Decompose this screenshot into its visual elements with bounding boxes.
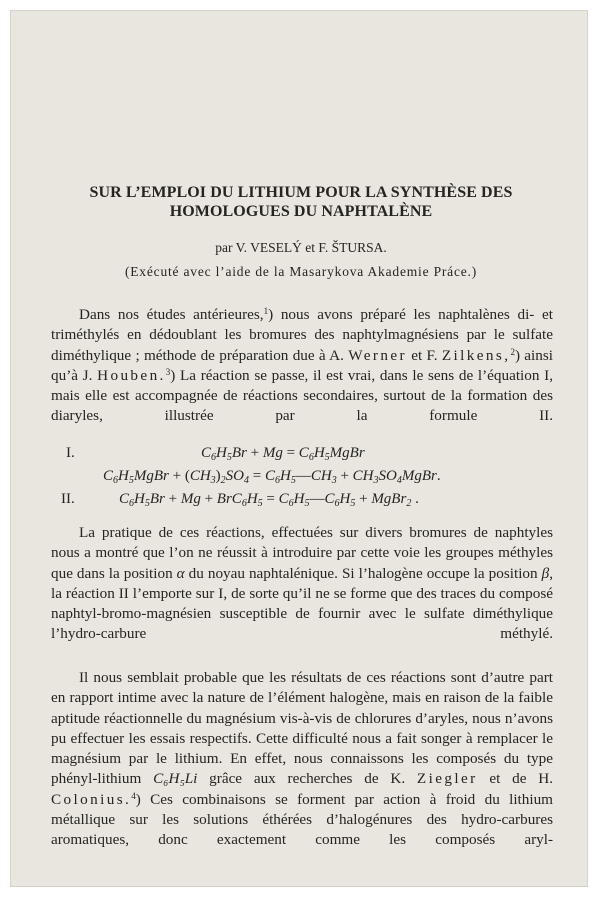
p3-text-1: Il nous semblait probable que les résultats de ces réactions sont d’autre part en rapport intime avec la nature de l’élément halogène, mais en raison de la faible aptitude réactionnelle du magnésium vis-à-vis de chlorures d’aryles, nous n’avons pu effectuer les essais respectifs. Cette difficulté nous a fait songer à remplacer le magnésium par le lithium. En effet, nous connaissons les composés du type phényl-lithium <box>51 669 553 788</box>
author-zilkens: Zilkens, <box>441 346 511 364</box>
footnote-ref-1: 1 <box>263 306 269 316</box>
p1-text-1: Dans nos études antérieures, <box>79 306 264 323</box>
p1-text-3: et F. <box>406 346 442 364</box>
author-ziegler: Ziegler <box>416 770 478 788</box>
journal-page <box>10 10 588 887</box>
equation-2: $C_6H_5Br + Mg + BrC_6H_5$ = $C_6H_5—C_6H_5$ + MgBr$_2$ . <box>119 491 419 509</box>
paragraph-2 <box>51 523 553 645</box>
title-line-1: SUR L’EMPLOI DU LITHIUM POUR LA SYNTHÈSE DES <box>89 184 513 201</box>
footnote-ref-4: 4 <box>131 790 136 801</box>
p3-text-4: ) Ces combinaisons se forment par action à froid du lithium métallique sur les solutions éthérées d’halogénures des hydro-carbures aromatiques, donc exactement comme les composés aryl- <box>51 790 553 849</box>
equation-label-2: II. <box>61 491 75 507</box>
equation-1b: $C_6H_5MgBr + (CH_3)_2SO_4$ = $C_6H_5—CH_3$ + $CH_3SO_4MgBr$. <box>103 468 441 486</box>
title-line-2: HOMOLOGUES DU NAPHTALÈNE <box>169 203 433 220</box>
p1-text-5: ) La réaction se passe, il est vrai, dans le sens de l’équation I, mais elle est accompagnée de réactions secondaires, surtout de la formation des diaryles, illustrée par la formule II. <box>51 366 553 425</box>
funding-note: (Exécuté avec l’aide de la Masarykova Akademie Práce.) <box>124 264 478 279</box>
p2-text-2: du noyau naphtalénique. Si l’halogène occupe la position <box>184 564 542 582</box>
p3-text-2: grâce aux recherches de K. <box>197 770 417 788</box>
equation-label-1: I. <box>66 445 75 461</box>
p2-text-1: La pratique de ces réactions, effectuées sur divers bromures de naphtyles nous a montré que l’on ne réussit à introduire par cette voie les groupes méthyles que dans la position <box>51 524 553 582</box>
footnote-ref-2: 2 <box>510 346 515 357</box>
author-werner: Werner <box>348 346 407 364</box>
footnote-ref-3: 3 <box>165 366 171 377</box>
paragraph-3 <box>51 668 553 851</box>
equation-1: $C_6H_5Br + Mg$ = $C_6H_5MgBr$ <box>201 445 365 463</box>
p1-text-4: ) ainsi qu’à J. <box>51 346 553 384</box>
paragraph-1 <box>51 305 553 427</box>
alpha-symbol: α <box>176 564 185 582</box>
phenyl-lithium-formula: C₆H₅Li <box>153 770 198 788</box>
authors-line: par V. VESELÝ et F. ŠTURSA. <box>215 240 387 255</box>
beta-symbol: β <box>541 564 550 582</box>
p3-text-3: et de H. <box>477 770 553 788</box>
article-title <box>51 183 551 221</box>
p2-text-3: , la réaction II l’emporte sur I, de sorte qu’il ne se forme que des traces du composé naphtyl-bromo-magnésien susceptible de fournir avec le sulfate diméthylique l’hydro-carbure méthylé. <box>51 564 553 643</box>
author-houben: Houben. <box>97 366 166 384</box>
author-colonius: Colonius. <box>51 790 132 808</box>
p1-text-2: ) nous avons préparé les naphtalènes di- et triméthylés en dédoublant les bromures des naphtylmagnésiens par le sulfate diméthylique ; méthode de préparation due à A. <box>51 306 553 364</box>
